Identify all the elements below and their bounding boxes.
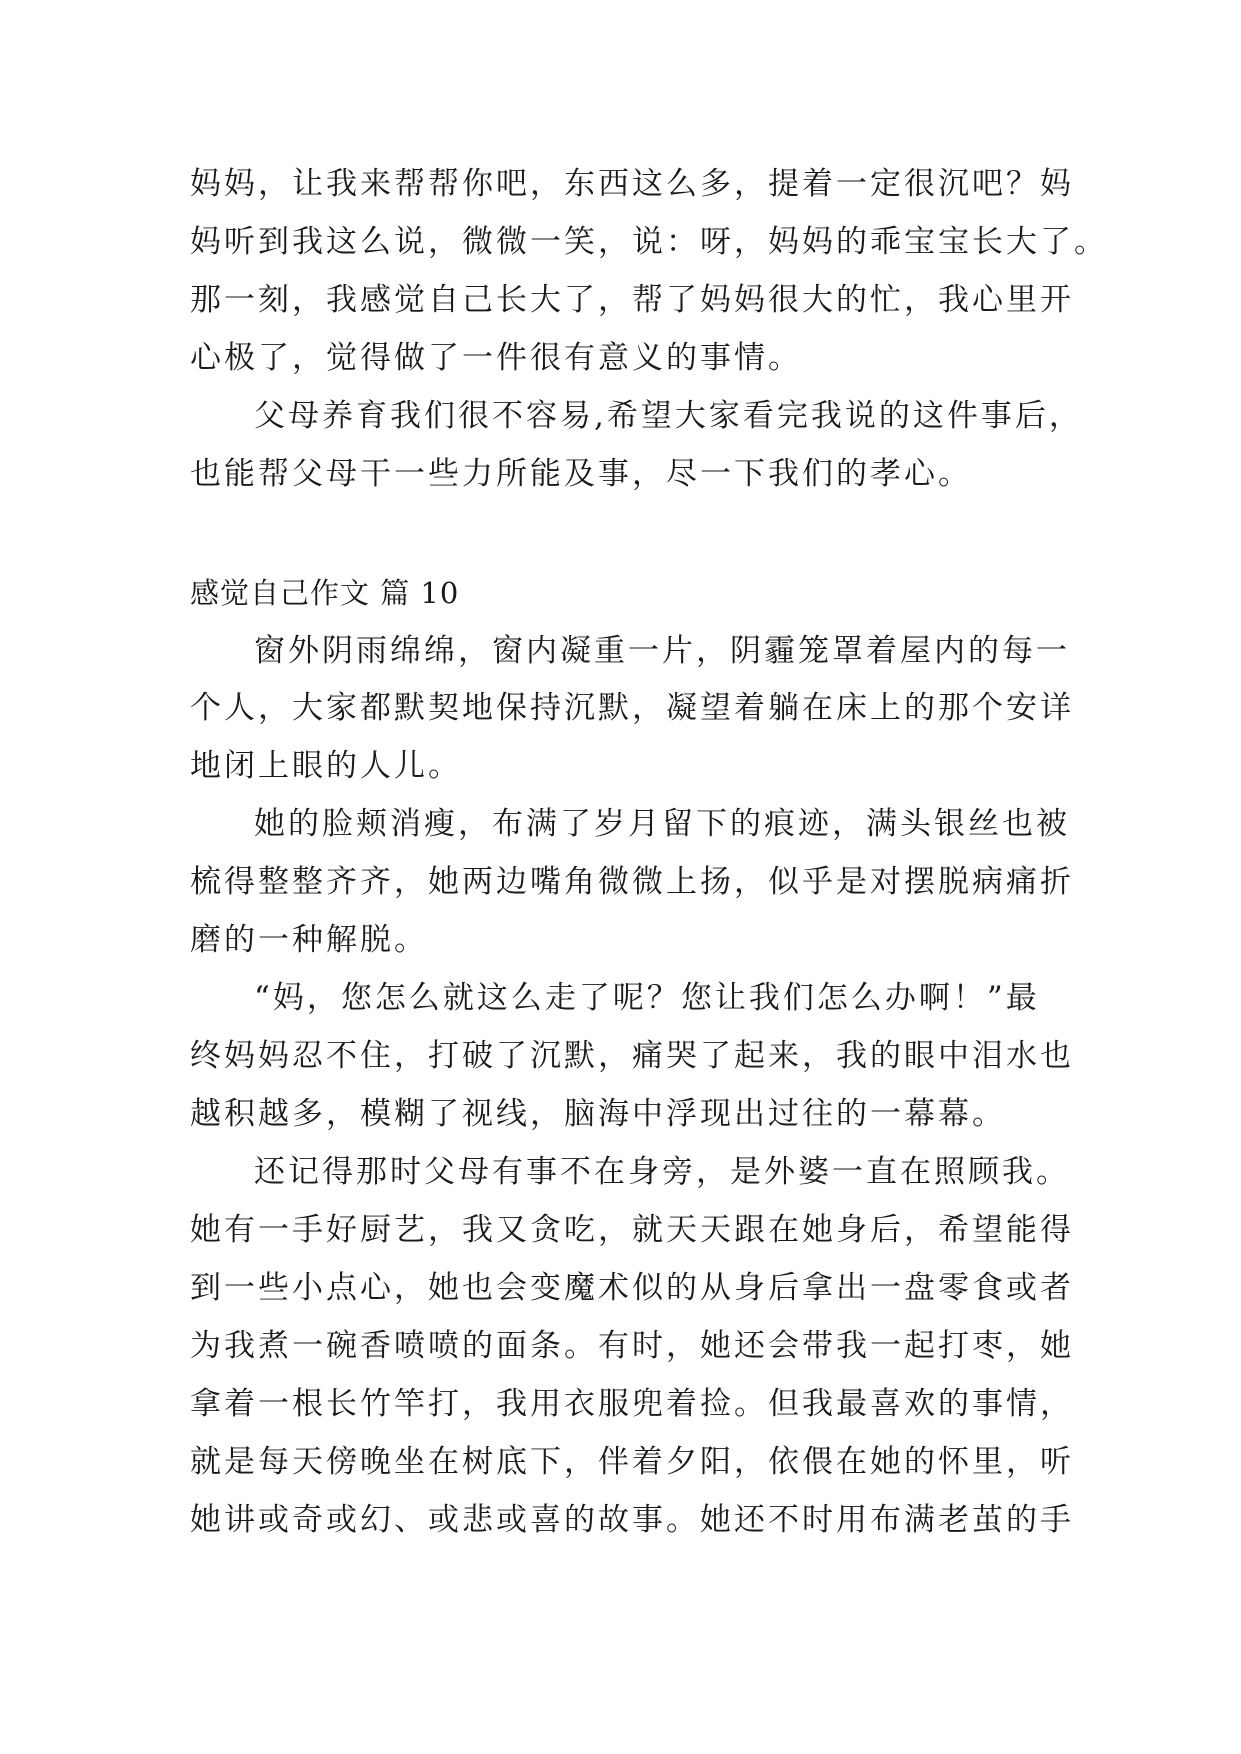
- text-line: “妈，您怎么就这么走了呢？您让我们怎么办啊！”最: [254, 980, 1040, 1016]
- text-line: 妈妈，让我来帮帮你吧，东西这么多，提着一定很沉吧？妈: [190, 166, 1074, 202]
- text-line: 越积越多，模糊了视线，脑海中浮现出过往的一幕幕。: [190, 1096, 1006, 1132]
- text-line: 她有一手好厨艺，我又贪吃，就天天跟在她身后，希望能得: [190, 1212, 1074, 1248]
- text-line: 她讲或奇或幻、或悲或喜的故事。她还不时用布满老茧的手: [190, 1502, 1074, 1538]
- text-line: 父母养育我们很不容易,希望大家看完我说的这件事后，: [254, 398, 1083, 434]
- text-line: 拿着一根长竹竿打，我用衣服兜着捡。但我最喜欢的事情，: [190, 1386, 1074, 1422]
- text-line: 那一刻，我感觉自己长大了，帮了妈妈很大的忙，我心里开: [190, 282, 1074, 318]
- section-heading: 感觉自己作文 篇 10: [190, 576, 460, 610]
- text-line: 还记得那时父母有事不在身旁，是外婆一直在照顾我。: [254, 1154, 1070, 1190]
- text-line: 梳得整整齐齐，她两边嘴角微微上扬，似乎是对摆脱病痛折: [190, 864, 1074, 900]
- text-line: 心极了，觉得做了一件很有意义的事情。: [190, 340, 802, 376]
- text-line: 到一些小点心，她也会变魔术似的从身后拿出一盘零食或者: [190, 1270, 1074, 1306]
- text-line: 个人，大家都默契地保持沉默，凝望着躺在床上的那个安详: [190, 690, 1074, 726]
- text-line: 妈听到我这么说，微微一笑，说：呀，妈妈的乖宝宝长大了。: [190, 224, 1108, 260]
- text-line: 窗外阴雨绵绵，窗内凝重一片，阴霾笼罩着屋内的每一: [254, 633, 1070, 669]
- text-line: 她的脸颊消瘦，布满了岁月留下的痕迹，满头银丝也被: [254, 806, 1070, 842]
- text-line: 为我煮一碗香喷喷的面条。有时，她还会带我一起打枣，她: [190, 1328, 1074, 1364]
- text-line: 磨的一种解脱。: [190, 922, 428, 958]
- text-line: 也能帮父母干一些力所能及事，尽一下我们的孝心。: [190, 456, 972, 492]
- text-line: 终妈妈忍不住，打破了沉默，痛哭了起来，我的眼中泪水也: [190, 1038, 1074, 1074]
- text-line: 就是每天傍晚坐在树底下，伴着夕阳，依偎在她的怀里，听: [190, 1444, 1074, 1480]
- text-line: 地闭上眼的人儿。: [190, 748, 462, 784]
